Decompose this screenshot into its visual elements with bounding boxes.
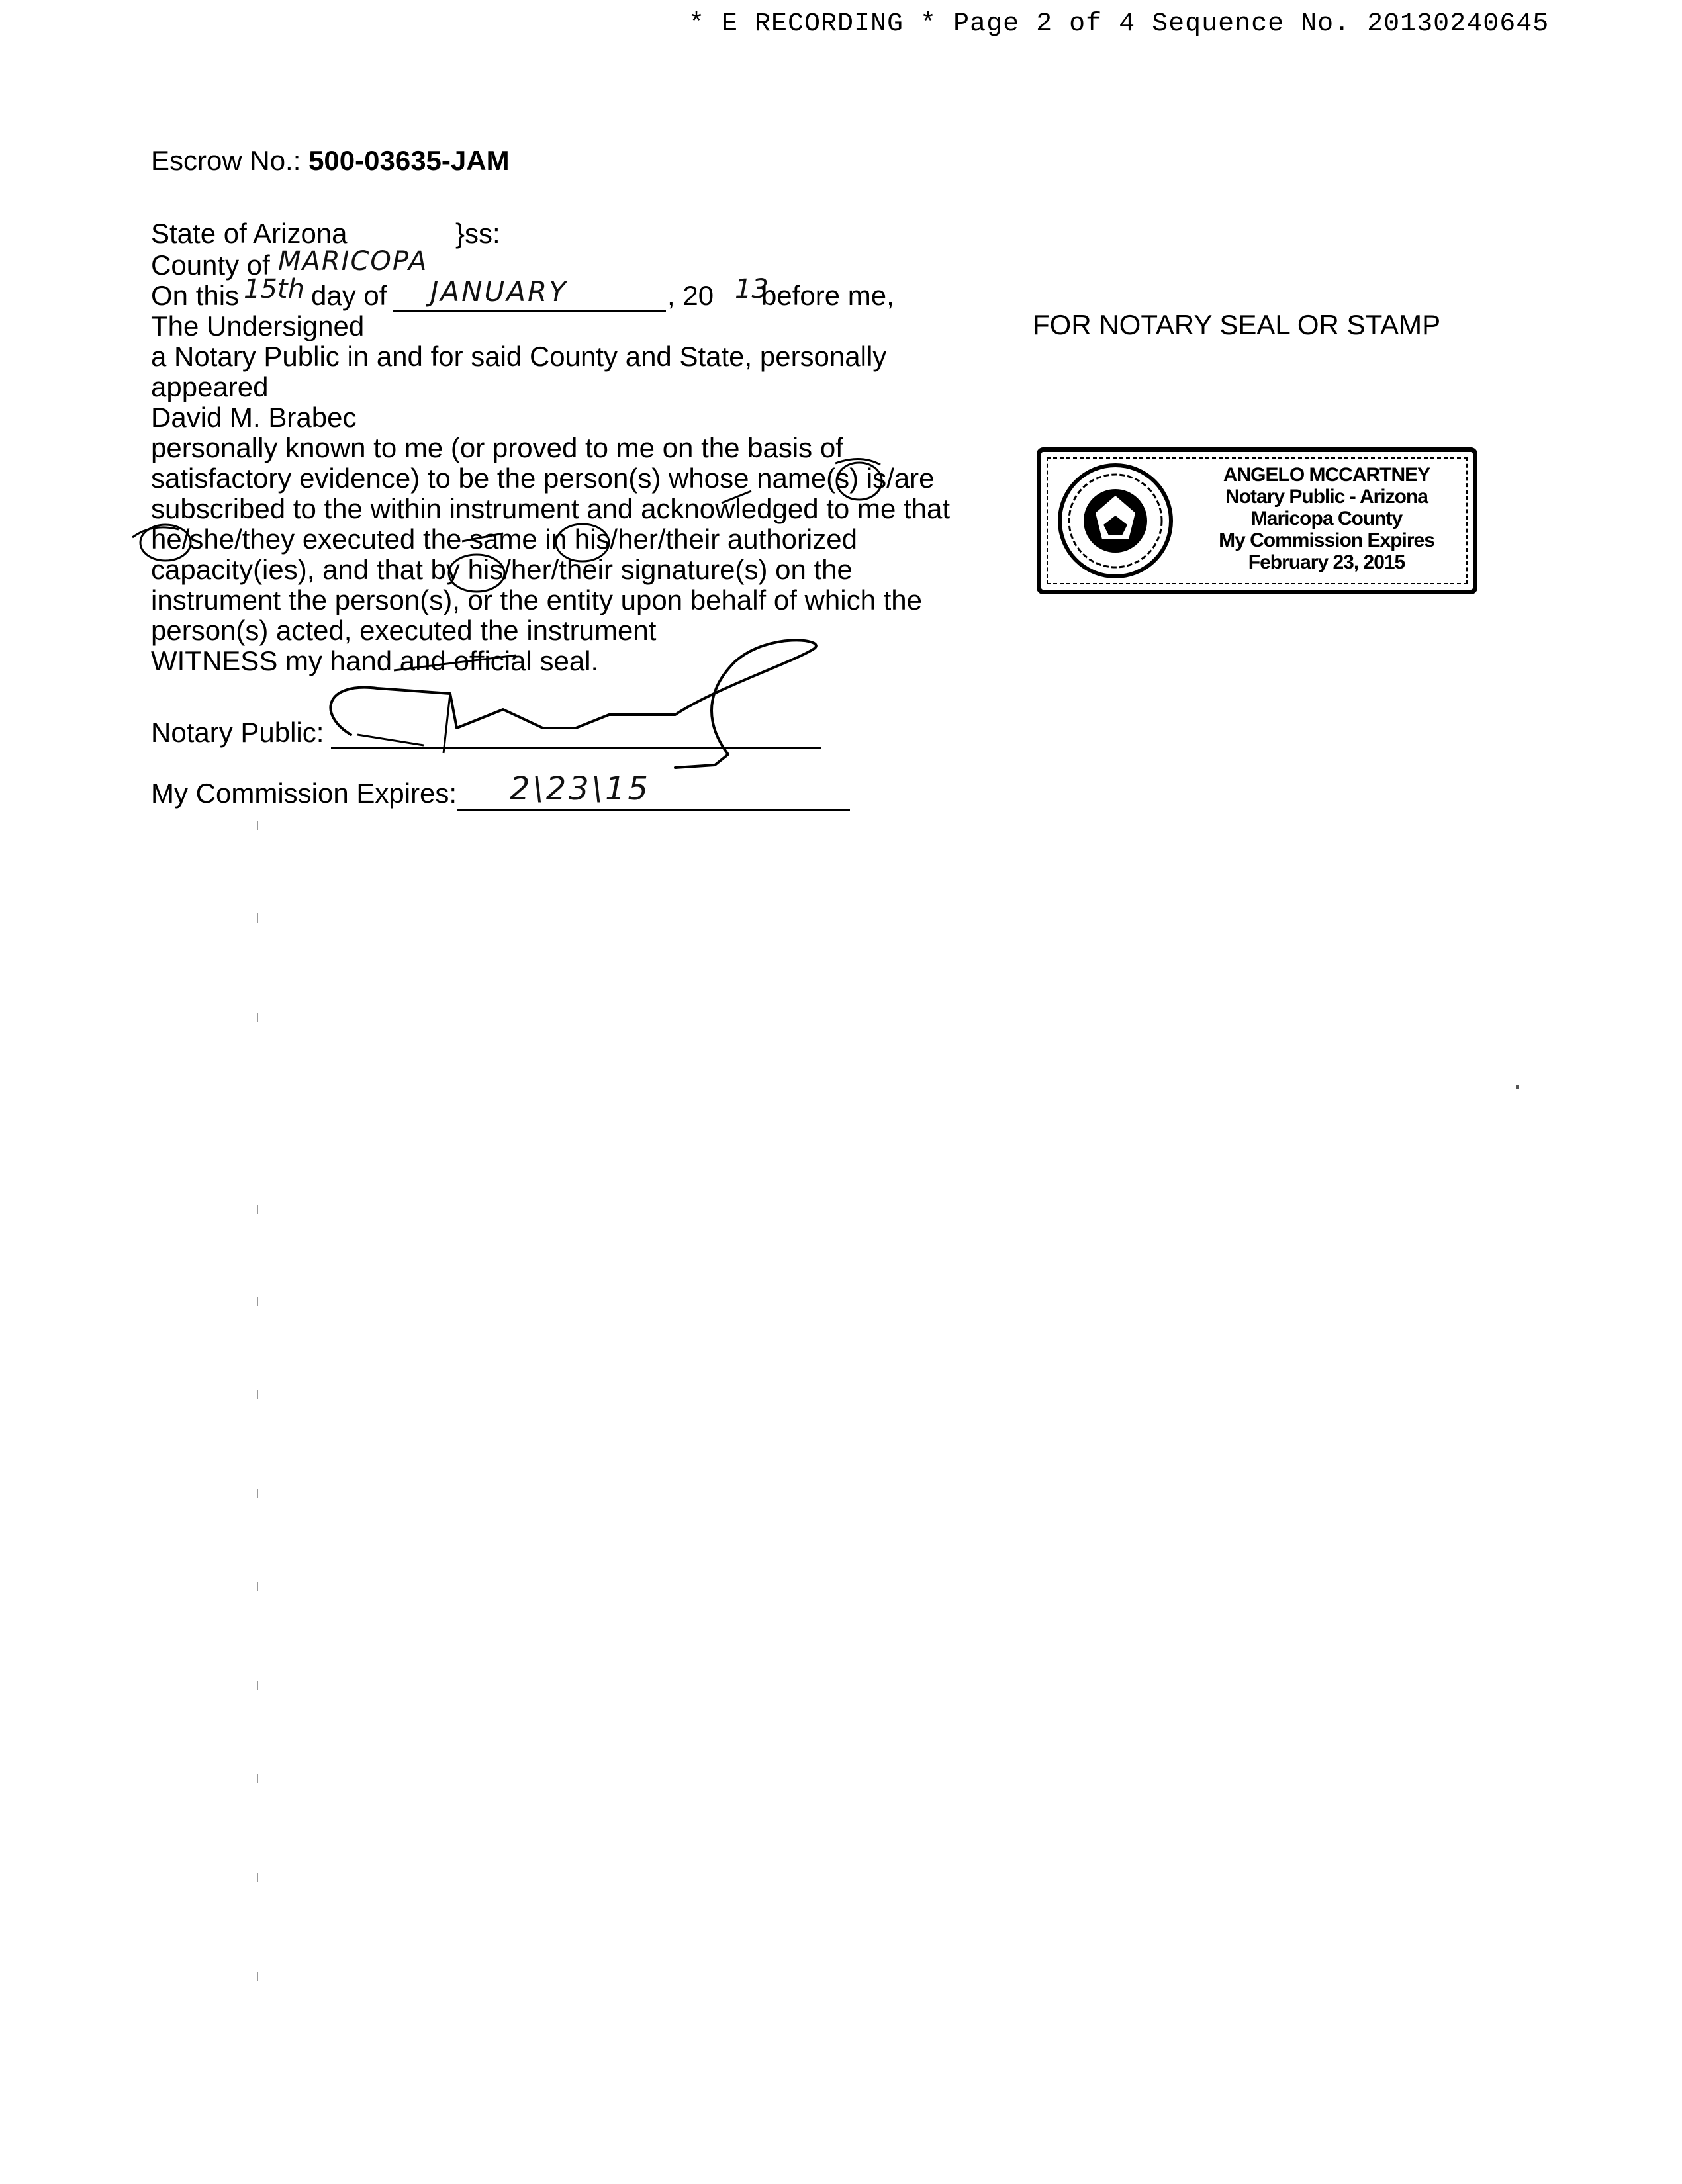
ss-mark: }ss: bbox=[455, 218, 500, 249]
arizona-state-seal-icon bbox=[1056, 461, 1175, 580]
notary-stamp bbox=[1037, 447, 1477, 594]
ack-line: person(s) acted, executed the instrument bbox=[151, 615, 657, 646]
scan-mark bbox=[257, 1774, 258, 1783]
scan-mark bbox=[257, 1873, 258, 1882]
stamp-expiry-date: February 23, 2015 bbox=[1248, 551, 1405, 573]
stamp-county: Maricopa County bbox=[1250, 508, 1403, 529]
before-me-label: before me, bbox=[761, 280, 894, 311]
ack-line: instrument the person(s), or the entity upon behalf of which the bbox=[151, 584, 922, 615]
scan-mark bbox=[257, 821, 258, 830]
scan-mark bbox=[257, 1972, 258, 1981]
ack-line: a Notary Public in and for said County and State, personally bbox=[151, 341, 887, 372]
ack-line: David M. Brabec bbox=[151, 402, 357, 433]
ack-line: satisfactory evidence) to be the person(s) whose name(s) is/are bbox=[151, 463, 935, 494]
notary-signature bbox=[304, 635, 834, 788]
day-handwritten: 15th bbox=[244, 274, 304, 304]
month-handwritten: JANUARY bbox=[430, 275, 568, 308]
scan-mark bbox=[257, 1681, 258, 1690]
scan-mark bbox=[257, 1297, 258, 1306]
year-handwritten: 13 bbox=[735, 274, 769, 304]
county-label: County of bbox=[151, 250, 270, 281]
commission-expires-label: My Commission Expires: bbox=[151, 778, 457, 809]
scan-mark bbox=[257, 1013, 258, 1022]
seal-area-label: FOR NOTARY SEAL OR STAMP bbox=[1033, 309, 1441, 340]
circle-mark bbox=[556, 524, 609, 561]
year-prefix: , 20 bbox=[667, 280, 714, 311]
recording-header: * E RECORDING * Page 2 of 4 Sequence No. 20130240645 bbox=[688, 9, 1550, 39]
ack-line: The Undersigned bbox=[151, 310, 365, 341]
scan-mark bbox=[257, 1489, 258, 1498]
scan-mark bbox=[257, 1205, 258, 1214]
stamp-title: Notary Public - Arizona bbox=[1225, 486, 1428, 508]
state-line: State of Arizona bbox=[151, 218, 348, 249]
stamp-commission-label: My Commission Expires bbox=[1219, 529, 1434, 551]
scan-mark bbox=[257, 1582, 258, 1591]
circle-mark bbox=[449, 555, 504, 592]
commission-handwritten: 2\23\15 bbox=[510, 770, 651, 807]
scan-mark bbox=[257, 1390, 258, 1399]
scribble-mark bbox=[132, 527, 179, 537]
ack-line: subscribed to the within instrument and acknowledged to me that bbox=[151, 493, 951, 524]
on-this-label: On this bbox=[151, 280, 240, 311]
ack-line: he/she/they executed the same in his/her/their authorized bbox=[151, 523, 857, 555]
circle-mark bbox=[837, 463, 882, 500]
stamp-name: ANGELO MCCARTNEY bbox=[1223, 464, 1430, 486]
strikethrough-same bbox=[462, 533, 503, 541]
ack-line: WITNESS my hand and official seal. bbox=[151, 645, 599, 676]
scan-dot bbox=[1516, 1085, 1519, 1089]
day-of-label: day of bbox=[311, 280, 387, 311]
county-handwritten: MARICOPA bbox=[278, 246, 428, 277]
commission-line bbox=[457, 809, 850, 811]
notary-public-label: Notary Public: bbox=[151, 717, 324, 748]
ack-line: personally known to me (or proved to me on the basis of bbox=[151, 432, 843, 463]
strikethrough-and bbox=[722, 491, 751, 503]
escrow-label: Escrow No.: bbox=[151, 145, 301, 176]
ack-line: appeared bbox=[151, 371, 269, 402]
scan-mark bbox=[257, 913, 258, 923]
escrow-number: 500-03635-JAM bbox=[308, 145, 510, 176]
ack-line: capacity(ies), and that by his/her/their signature(s) on the bbox=[151, 554, 853, 585]
